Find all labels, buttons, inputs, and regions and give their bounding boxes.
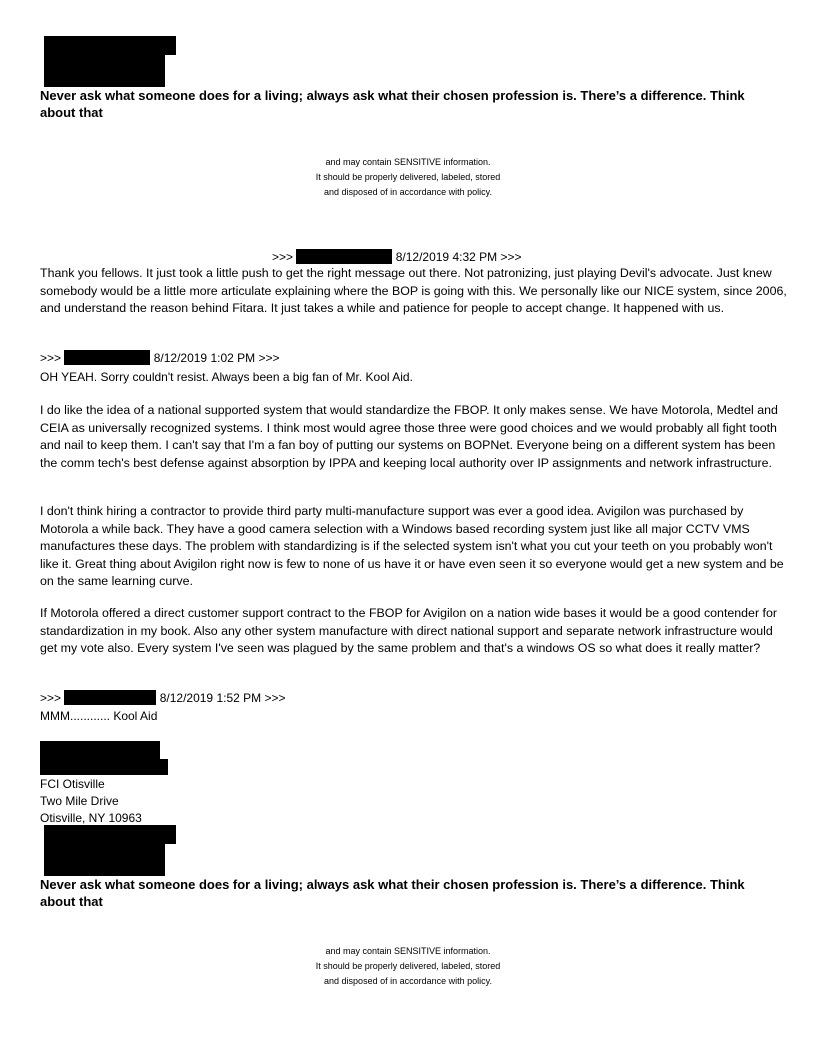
message-paragraph: Thank you fellows. It just took a little push to get the right message out there. Not patronizing, just playing Devil's advocate. Just knew somebody would be a little more articulate explaining where the BOP is going with this. We personally like our NICE system, since 2006, and understand the reason behind Fitara. It just takes a while and patience for people to accept change. It happened with us. [40,266,787,315]
notice-line: and disposed of in accordance with policy. [324,187,492,197]
redacted-name-top [44,36,176,55]
notice-line: It should be properly delivered, labeled, stored [315,961,501,971]
signature-motto-bottom: Never ask what someone does for a living; always ask what their chosen profession is. There’s a difference. Think about that [40,877,745,909]
notice-line: It should be properly delivered, labeled, stored [315,172,501,182]
sensitive-notice-top [208,155,608,200]
header-timestamp: 8/12/2019 4:32 PM [395,250,498,264]
message-paragraph: I do like the idea of a national supported system that would standardize the FBOP. It only makes sense. We have Motorola, Medtel and CEIA as universally recognized systems. I think most would agree those three were good choices and we would probably all fight tooth and nail to keep them. I can't say that I'm a fan boy of putting our systems on BOPNet. Everyone being on a different system has been the comm tech's best defense against absorption by IPPA and keeping local authority over IP assignments and network infrastructure. [40,403,778,470]
signature-motto-top: Never ask what someone does for a living; always ask what their chosen profession is. There’s a difference. Think about that [40,88,745,120]
redacted-title-bottom-2 [44,844,165,876]
message-paragraph: MMM............ Kool Aid [40,709,158,723]
notice-line: and may contain SENSITIVE information. [325,946,491,956]
header-timestamp: 8/12/2019 1:02 PM [153,351,256,365]
message-header [40,690,286,706]
header-prefix: >>> [272,250,294,264]
notice-line: and disposed of in accordance with policy. [324,976,492,986]
header-prefix: >>> [40,351,62,365]
header-suffix: >>> [258,351,280,365]
header-prefix: >>> [40,691,62,705]
address-line: Two Mile Drive [40,794,119,808]
message-header [272,249,522,265]
redacted-name-bottom-2 [44,825,176,844]
notice-line: and may contain SENSITIVE information. [325,157,491,167]
header-timestamp: 8/12/2019 1:52 PM [159,691,262,705]
address-block [40,776,142,827]
message-paragraph: If Motorola offered a direct customer support contract to the FBOP for Avigilon on a nation wide bases it would be a good contender for standardization in my book. Also any other system manufacture with direct national support and separate network infrastructure would get my vote also. Every system I've seen was plagued by the same problem and that's a windows OS so what does it really matter? [40,606,777,655]
address-line: Otisville, NY 10963 [40,811,142,825]
redacted-title-top [44,55,165,87]
header-suffix: >>> [500,250,522,264]
address-line: FCI Otisville [40,777,105,791]
message-header [40,350,280,366]
redacted-sender [64,350,150,365]
message-paragraph: I don't think hiring a contractor to provide third party multi-manufacture support was ever a good idea. Avigilon was purchased by Motorola a while back. They have a good camera selection with a Windows based recording system just like all major CCTV VMS manufactures these days. The problem with standardizing is if the selected system isn't what you cut your teeth on you probably won't like it. Great thing about Avigilon right now is few to none of us have it or have even seen it so everyone would get a new system and be on the same learning curve. [40,504,784,588]
sensitive-notice-bottom [208,944,608,989]
header-suffix: >>> [264,691,286,705]
redacted-sender [296,249,392,264]
redacted-name-bottom [40,741,160,759]
message-paragraph: OH YEAH. Sorry couldn't resist. Always been a big fan of Mr. Kool Aid. [40,370,413,384]
redacted-sender [64,690,156,705]
redacted-title-bottom [40,759,168,775]
